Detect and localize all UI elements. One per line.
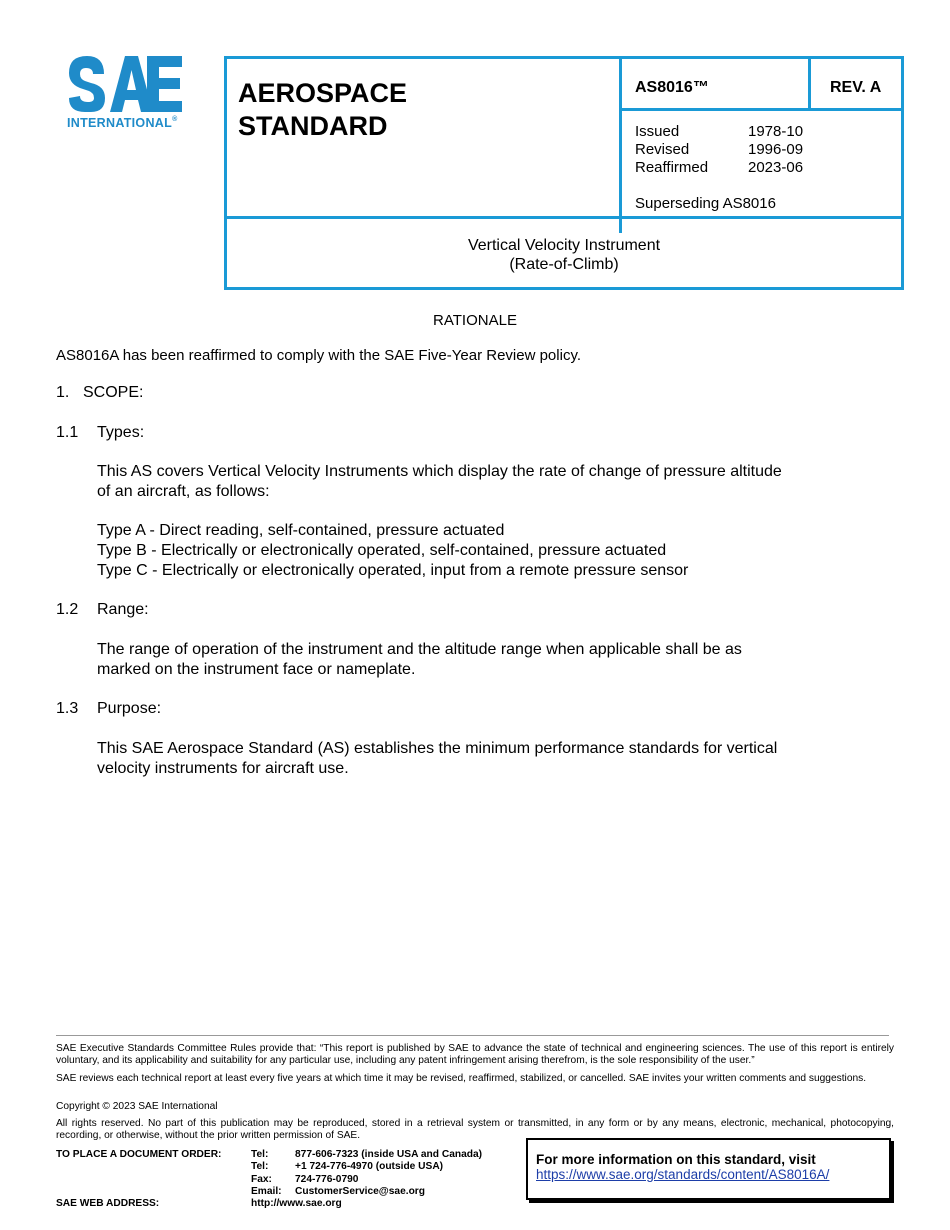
more-info-title: For more information on this standard, visit <box>536 1152 816 1167</box>
contact-list <box>251 1149 482 1198</box>
section-1-2-number: 1.2 <box>56 601 79 618</box>
date-list <box>635 123 803 177</box>
copyright-line: Copyright © 2023 SAE International <box>56 1101 218 1112</box>
rules-note: SAE Executive Standards Committee Rules provide that: “This report is published by SAE to advance the state of technical and engineering sciences. The use of this report is entirely voluntary, and its applicability and suitability for any particular use, including any patent infringement arising therefrom, is the sole responsibility of the user.” <box>56 1043 894 1066</box>
contact-row-fax: Fax: 724-776-0790 <box>251 1173 359 1185</box>
section-1-1-title: Types: <box>97 424 145 441</box>
logo-wordmark: INTERNATIONAL® <box>67 116 178 130</box>
review-note: SAE reviews each technical report at least every five years at which time it may be revised, reaffirmed, stabilized, or cancelled. SAE invites your written comments and suggestions. <box>56 1073 867 1084</box>
standard-page-link[interactable]: https://www.sae.org/standards/content/AS8016A/ <box>536 1167 830 1182</box>
type-b-item: Type B - Electrically or electronically operated, self-contained, pressure actuated <box>97 542 667 559</box>
purpose-paragraph-line2: velocity instruments for aircraft use. <box>97 760 349 777</box>
purpose-paragraph-line1: This SAE Aerospace Standard (AS) establishes the minimum performance standards for vertical <box>97 740 778 757</box>
type-c-item: Type C - Electrically or electronically operated, input from a remote pressure sensor <box>97 562 689 579</box>
type-a-item: Type A - Direct reading, self-contained, pressure actuated <box>97 522 505 539</box>
section-1-2-title: Range: <box>97 601 149 618</box>
rights-note: All rights reserved. No part of this publication may be reproduced, stored in a retrieval system or transmitted, in any form or by any means, electronic, mechanical, photocopying, recording, or otherwise, without the prior written permission of SAE. <box>56 1118 894 1141</box>
web-address-value: http://www.sae.org <box>251 1198 342 1209</box>
document-title <box>227 236 901 274</box>
section-1-number: 1. <box>56 384 70 401</box>
header-divider-number <box>619 108 901 111</box>
section-1-1-number: 1.1 <box>56 424 79 441</box>
section-1-3-number: 1.3 <box>56 700 79 717</box>
header-divider-title <box>227 216 901 219</box>
sae-logo <box>65 52 190 132</box>
revision-label: REV. A <box>830 79 882 96</box>
contact-row-tel-domestic: Tel: 877-606-7323 (inside USA and Canada) <box>251 1149 483 1160</box>
date-row-revised: Revised 1996-09 <box>635 141 804 158</box>
contact-row-email: Email: CustomerService@sae.org <box>251 1185 425 1197</box>
standard-type-line2: STANDARD <box>238 111 388 141</box>
rationale-heading: RATIONALE <box>433 312 517 329</box>
web-address-label: SAE WEB ADDRESS: <box>56 1198 160 1209</box>
footer-divider <box>56 1035 889 1036</box>
document-number: AS8016™ <box>635 79 709 96</box>
sae-logo-mark-icon <box>65 52 185 114</box>
contact-row-tel-international: Tel: +1 724-776-4970 (outside USA) <box>251 1161 444 1173</box>
standard-type-line1: AEROSPACE <box>238 78 408 108</box>
range-paragraph-line2: marked on the instrument face or nameplate. <box>97 661 416 678</box>
types-paragraph-line1: This AS covers Vertical Velocity Instruments which display the rate of change of pressure altitude <box>97 463 782 480</box>
document-title-line2: (Rate-of-Climb) <box>509 256 619 273</box>
header-divider-vertical <box>619 59 622 233</box>
date-row-reaffirmed: Reaffirmed 2023-06 <box>635 159 804 176</box>
rationale-text: AS8016A has been reaffirmed to comply with the SAE Five-Year Review policy. <box>56 347 581 364</box>
section-1-3-title: Purpose: <box>97 700 162 717</box>
more-info-box <box>526 1138 891 1200</box>
types-paragraph-line2: of an aircraft, as follows: <box>97 483 270 500</box>
superseding-note: Superseding AS8016 <box>635 195 776 212</box>
header-box <box>224 56 904 290</box>
section-1-title: SCOPE: <box>83 384 144 401</box>
document-title-line1: Vertical Velocity Instrument <box>467 237 661 254</box>
range-paragraph-line1: The range of operation of the instrument and the altitude range when applicable shall be as <box>97 641 742 658</box>
date-row-issued: Issued 1978-10 <box>635 123 804 140</box>
standard-type <box>238 77 407 143</box>
order-label: TO PLACE A DOCUMENT ORDER: <box>56 1149 222 1160</box>
header-divider-rev <box>808 59 811 108</box>
